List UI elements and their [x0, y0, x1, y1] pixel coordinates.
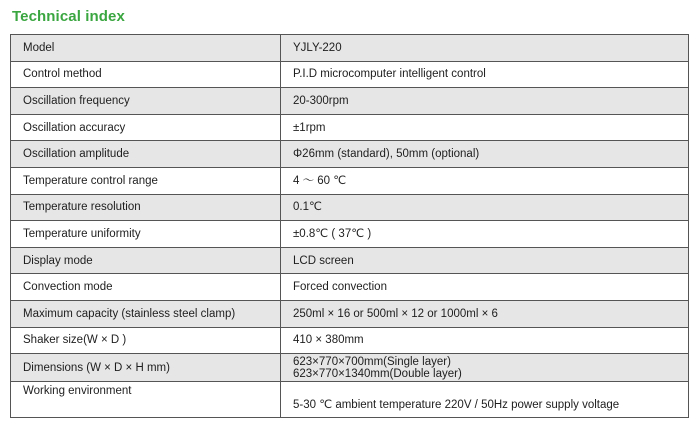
table-row [11, 274, 689, 301]
row-label: Dimensions (W × D × H mm) [11, 354, 281, 382]
table-row [11, 382, 689, 418]
row-value: Forced convection [281, 274, 689, 301]
table-row [11, 194, 689, 221]
row-value: 410 × 380mm [281, 327, 689, 354]
row-value: 4 ～ 60 ℃ [281, 167, 689, 194]
table-row [11, 61, 689, 88]
table-row [11, 141, 689, 168]
row-label: Model [11, 35, 281, 62]
row-value: 20-300rpm [281, 88, 689, 115]
row-label: Control method [11, 61, 281, 88]
technical-spec-table [10, 34, 689, 418]
row-value: 5-30 ℃ ambient temperature 220V / 50Hz power supply voltage [281, 382, 689, 418]
table-row [11, 167, 689, 194]
table-row [11, 35, 689, 62]
row-label: Temperature uniformity [11, 221, 281, 248]
row-value: LCD screen [281, 247, 689, 274]
value-line: 623×770×1340mm(Double layer) [293, 367, 462, 380]
table-row [11, 327, 689, 354]
row-label: Oscillation frequency [11, 88, 281, 115]
row-value: YJLY-220 [281, 35, 689, 62]
table-row [11, 247, 689, 274]
row-value: ±1rpm [281, 114, 689, 141]
table-row [11, 354, 689, 382]
table-row [11, 88, 689, 115]
row-label: Oscillation accuracy [11, 114, 281, 141]
row-value: ±0.8℃ ( 37℃ ) [281, 221, 689, 248]
row-label: Oscillation amplitude [11, 141, 281, 168]
row-value: 250ml × 16 or 500ml × 12 or 1000ml × 6 [281, 300, 689, 327]
table-row [11, 221, 689, 248]
row-label: Display mode [11, 247, 281, 274]
row-label: Convection mode [11, 274, 281, 301]
row-value [281, 354, 689, 382]
section-heading: Technical index [12, 8, 125, 25]
table-row [11, 300, 689, 327]
row-label: Temperature resolution [11, 194, 281, 221]
table-row [11, 114, 689, 141]
row-label: Shaker size(W × D ) [11, 327, 281, 354]
row-value: Φ26mm (standard), 50mm (optional) [281, 141, 689, 168]
row-label: Maximum capacity (stainless steel clamp) [11, 300, 281, 327]
value-line: 623×770×700mm(Single layer) [293, 355, 451, 368]
row-value: P.I.D microcomputer intelligent control [281, 61, 689, 88]
row-value: 0.1℃ [281, 194, 689, 221]
row-label: Temperature control range [11, 167, 281, 194]
row-label: Working environment [11, 382, 281, 418]
